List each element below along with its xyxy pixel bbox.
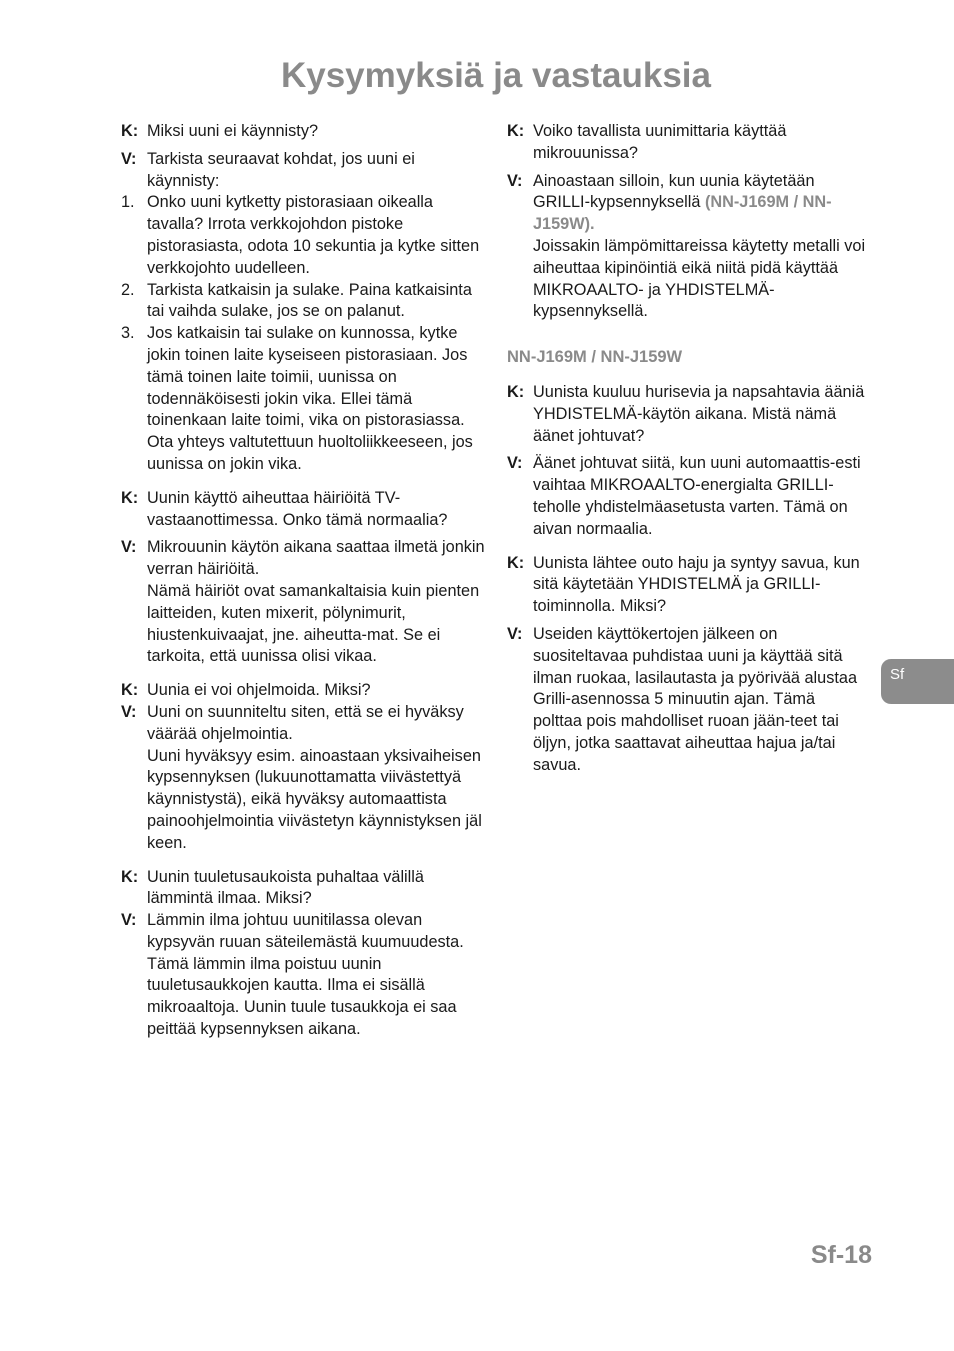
question-3 [121, 680, 487, 702]
question-text: Uunia ei voi ohjelmoida. Miksi? [147, 681, 371, 700]
answer-text: Useiden käyttökertojen jälkeen on suositeltavaa puhdistaa uuni ja käyttää sitä ilman ruokaa, lasilautasta ja pyörivää alustaa Grilli-asennossa 5 minuutin ajan. Tämä polttaa pois mahdolliset ruoan jään-teet tai öljyn, jotka saattavat aiheuttaa hajua ja/tai savua. [533, 624, 857, 774]
answer-3 [121, 702, 487, 855]
list-number: 1. [121, 193, 135, 212]
answer-label: V: [121, 149, 137, 168]
question-label: K: [121, 488, 139, 507]
list-text: Onko uuni kytketty pistorasiaan oikealla tavalla? Irrota verkkojohdon pistoke pistorasiasta, odota 10 sekuntia ja kytke sitten verkkojohto uudelleen. [147, 193, 480, 277]
answer-text [533, 171, 867, 236]
answer-1 [121, 149, 487, 193]
language-tab: Sf [881, 659, 954, 704]
question-2 [121, 488, 487, 532]
answer-text: Lämmin ilma johtuu uunitilassa olevan kypsyvän ruuan säteilemästä kuumuudesta. Tämä lämmin ilma poistuu uunin tuuletusaukkojen kautta. Ilma ei sisällä mikroaaltoja. Uunin tuule tusaukkoja ei saa peittää kypsennyksen aikana. [147, 911, 464, 1039]
question-label: K: [507, 122, 525, 140]
question-7 [507, 553, 867, 618]
answer-text-main: Ainoastaan silloin, kun uunia käytetään GRILLI-kypsennyksellä [533, 171, 815, 212]
question-text: Miksi uuni ei käynnisty? [147, 122, 319, 140]
right-column [507, 121, 867, 777]
list-item [121, 323, 487, 476]
question-text: Voiko tavallista uunimittaria käyttää mikrouunissa? [533, 122, 787, 162]
question-6 [507, 382, 867, 447]
answer-text: Äänet johtuvat siitä, kun uuni automaattis-esti vaihtaa MIKROAALTO-energialta GRILLI- teholle yhdistelmäasetusta varten. Tämä on aivan normaalia. [533, 454, 861, 538]
question-label: K: [121, 122, 139, 140]
model-reference: (NN-J169M / NN-J159W). [533, 193, 832, 234]
list-item [121, 280, 487, 324]
list-number: 3. [121, 324, 135, 343]
list-text-tail: Ota yhteys valtutettuun huoltoliikkeeseen, jos uunissa on jokin vika. [147, 433, 473, 473]
question-1 [121, 121, 487, 143]
answer-4 [121, 910, 487, 1041]
question-label: K: [507, 553, 525, 572]
answer-text: Joissakin lämpömittareissa käytetty metalli voi aiheuttaa kipinöintiä eikä niitä pidä käyttää MIKROAALTO- ja YHDISTELMÄ-kypsennyksellä. [533, 236, 866, 321]
list-item [121, 192, 487, 279]
question-label: K: [507, 382, 525, 401]
section-heading: NN-J169M / NN-J159W [507, 348, 683, 367]
answer-1-list [121, 192, 487, 475]
answer-text: Uuni on suunniteltu siten, että se ei hyväksy väärää ohjelmointia. [147, 702, 464, 743]
question-text: Uunista lähtee outo haju ja syntyy savua, kun sitä käytetään YHDISTELMÄ ja GRILLI-toiminnolla. Miksi? [533, 553, 860, 616]
left-column [121, 121, 487, 1041]
answer-2 [121, 537, 487, 668]
question-4 [121, 867, 487, 911]
answer-label: V: [121, 538, 137, 557]
question-text: Uunin käyttö aiheuttaa häiriöitä TV-vastaanottimessa. Onko tämä normaalia? [147, 488, 448, 529]
question-label: K: [121, 867, 139, 886]
answer-label: V: [507, 624, 523, 643]
list-number: 2. [121, 280, 135, 299]
question-label: K: [121, 681, 139, 700]
answer-7 [507, 624, 867, 777]
answer-text: Nämä häiriöt ovat samankaltaisia kuin pienten laitteiden, kuten mixerit, pölynimurit, hiustenkuivaajat, jne. aiheutta-mat. Se ei tarkoita, että uunissa olisi vikaa. [147, 581, 480, 666]
answer-text: Mikrouunin käytön aikana saattaa ilmetä jonkin verran häiriöitä. [147, 538, 485, 579]
answer-text: Tarkista seuraavat kohdat, jos uuni ei käynnisty: [147, 149, 415, 190]
question-text: Uunin tuuletusaukoista puhaltaa välillä lämmintä ilmaa. Miksi? [147, 867, 424, 908]
answer-text: Uuni hyväksyy esim. ainoastaan yksivaiheisen kypsennyksen (lukuunottamatta viivästettyä käynnistystä), eikä hyväksy automaattista painoohjelmointia viivästetyn käynnistyksen jäl keen. [147, 746, 482, 852]
page-number: Sf-18 [810, 1241, 872, 1269]
answer-label: V: [121, 911, 137, 930]
answer-5 [507, 171, 867, 324]
list-text: Jos katkaisin tai sulake on kunnossa, kytke jokin toinen laite kyseiseen pistorasiaan. Jos tämä toinen laite toimii, uunissa on todennäköisesti jokin vika. Ellei tämä toinenkaan laite toimi, vika on pistorasiassa. [147, 324, 468, 430]
answer-label: V: [507, 454, 523, 473]
page-title: Kysymyksiä ja vastauksia [280, 56, 712, 95]
question-5 [507, 121, 867, 165]
answer-label: V: [507, 171, 523, 190]
list-text: Tarkista katkaisin ja sulake. Paina katkaisinta tai vaihda sulake, jos se on palanut. [147, 280, 472, 321]
answer-6 [507, 453, 867, 540]
answer-label: V: [121, 702, 137, 721]
question-text: Uunista kuuluu hurisevia ja napsahtavia ääniä YHDISTELMÄ-käytön aikana. Mistä nämä äänet johtuvat? [533, 382, 865, 445]
